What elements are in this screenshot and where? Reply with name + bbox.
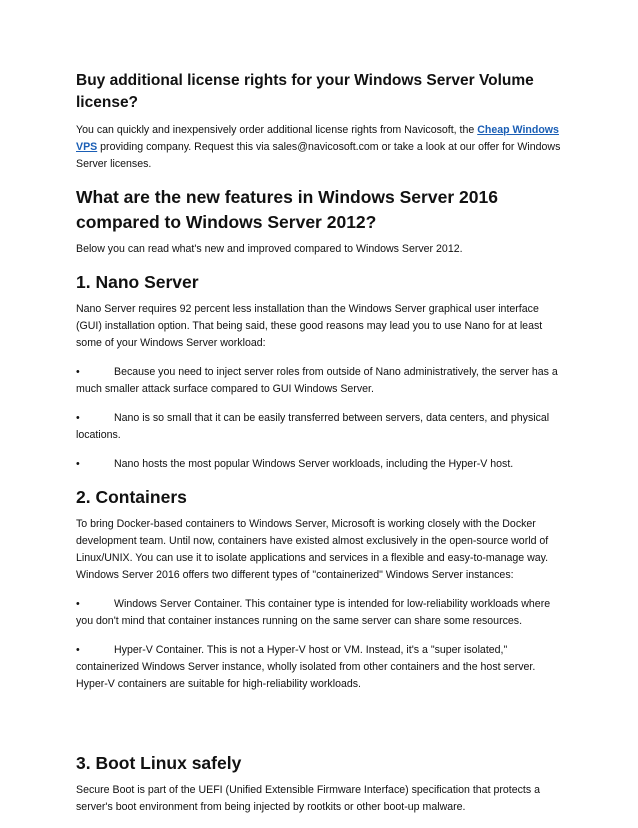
bullet-text: Nano hosts the most popular Windows Server workloads, including the Hyper-V host. [114,458,514,470]
bullet-symbol: • [76,598,80,610]
list-item [76,410,566,444]
license-rights-paragraph [76,122,566,173]
containers-paragraph: To bring Docker-based containers to Windows Server, Microsoft is working closely with the Docker development team. Until now, containers have existed almost exclusively in the open-source world of Linux/UNIX. You can use it to isolate applications and services in a flexible and easy-to-manage way. Windows Server 2016 offers two different types of "containerized" Windows Server instances: [76,518,549,581]
section-spacer [76,705,566,751]
bullet-text: Windows Server Container. This container type is intended for low-reliability workloads where you don't mind that container instances running on the same server can share some resources. [76,598,551,627]
bullet-symbol: • [76,458,80,470]
list-item [76,596,566,630]
document-content [76,70,566,828]
license-text-pre: You can quickly and inexpensively order additional license rights from Navicosoft, the [76,124,478,136]
new-features-intro: Below you can read what's new and improved compared to Windows Server 2012. [76,243,463,255]
license-rights-heading: Buy additional license rights for your Windows Server Volume license? [76,72,534,111]
nano-server-paragraph: Nano Server requires 92 percent less installation than the Windows Server graphical user interface (GUI) installation option. That being said, these good reasons may lead you to use Nano for at least some of your Windows Server workload: [76,303,543,349]
boot-linux-paragraph: Secure Boot is part of the UEFI (Unified Extensible Firmware Interface) specification that protects a server's boot environment from being injected by rootkits or other boot-up malware. [76,784,540,813]
list-item [76,364,566,398]
list-item [76,456,566,473]
new-features-heading: What are the new features in Windows Server 2016 compared to Windows Server 2012? [76,187,498,232]
bullet-text: Hyper-V Container. This is not a Hyper-V host or VM. Instead, it's a "super isolated," containerized Windows Server instance, wholly isolated from other containers and the host server. Hyper-V containers are suitable for high-reliability workloads. [76,644,536,690]
cheap-windows-vps-link[interactable]: Cheap Windows VPS [76,124,559,153]
list-item [76,642,566,693]
bullet-text: Nano is so small that it can be easily transferred between servers, data centers, and physical locations. [76,412,550,441]
nano-server-heading: 1. Nano Server [76,272,199,292]
bullet-symbol: • [76,644,80,656]
containers-heading: 2. Containers [76,487,187,507]
boot-linux-heading: 3. Boot Linux safely [76,753,242,773]
bullet-symbol: • [76,366,80,378]
bullet-symbol: • [76,412,80,424]
bullet-text: Because you need to inject server roles from outside of Nano administratively, the server has a much smaller attack surface compared to GUI Windows Server. [76,366,558,395]
license-text-post: providing company. Request this via sales@navicosoft.com or take a look at our offer for Windows Server licenses. [76,141,561,170]
